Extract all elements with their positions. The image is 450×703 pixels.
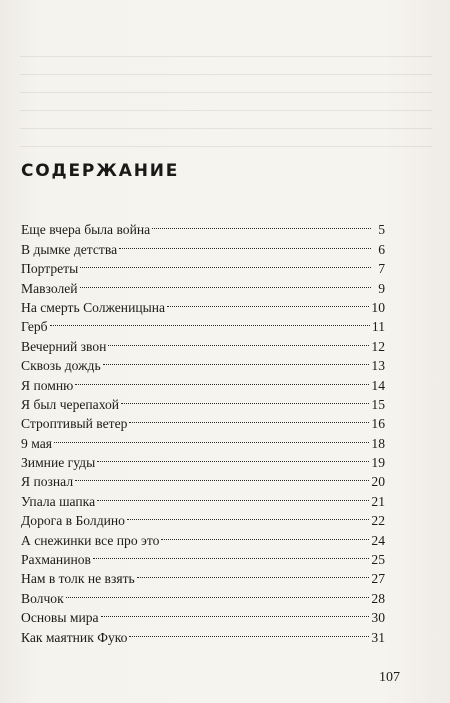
toc-leader-dots xyxy=(54,428,369,447)
toc-entry-page: 18 xyxy=(371,435,385,451)
toc-entry[interactable] xyxy=(21,583,385,606)
toc-leader-dots xyxy=(80,273,371,292)
toc-leader-dots xyxy=(66,583,370,602)
toc-leader-dots xyxy=(97,486,369,505)
toc-entry-title: В дымке детства xyxy=(21,241,118,257)
toc-entry-title: А снежинки все про это xyxy=(21,532,160,548)
page-number: 107 xyxy=(379,670,400,685)
toc-entry[interactable] xyxy=(21,215,385,238)
toc-entry-title: Еще вчера была война xyxy=(21,222,151,238)
toc-entry[interactable] xyxy=(21,331,385,354)
toc-leader-dots xyxy=(129,622,369,641)
toc-leader-dots xyxy=(137,564,370,583)
toc-entry-page: 7 xyxy=(378,261,385,277)
toc-entry-title: Портреты xyxy=(21,261,79,277)
toc-entry[interactable] xyxy=(21,467,385,490)
toc-entry-page: 15 xyxy=(371,396,385,412)
toc-entry-title: Строптивый ветер xyxy=(21,416,128,432)
toc-entry-page: 27 xyxy=(371,571,385,587)
toc-entry[interactable] xyxy=(21,603,385,626)
table-of-contents xyxy=(21,215,385,645)
toc-entry-page: 30 xyxy=(371,610,385,626)
show-through-text xyxy=(20,56,432,176)
toc-entry-title: Нам в толк не взять xyxy=(21,571,135,587)
toc-leader-dots xyxy=(127,506,369,525)
toc-entry[interactable] xyxy=(21,370,385,393)
toc-leader-dots xyxy=(167,293,369,312)
toc-entry-page: 25 xyxy=(371,552,385,568)
toc-entry-page: 31 xyxy=(371,629,385,645)
toc-entry-title: Вечерний звон xyxy=(21,338,107,354)
toc-leader-dots xyxy=(50,312,370,331)
toc-entry-page: 12 xyxy=(371,338,385,354)
toc-leader-dots xyxy=(93,545,369,564)
toc-entry-page: 20 xyxy=(371,474,385,490)
contents-heading: СОДЕРЖАНИЕ xyxy=(21,161,180,181)
toc-entry-title: Мавзолей xyxy=(21,280,78,296)
toc-leader-dots xyxy=(75,370,369,389)
toc-entry-title: Герб xyxy=(21,319,48,335)
toc-entry-page: 5 xyxy=(378,222,385,238)
toc-entry[interactable] xyxy=(21,428,385,451)
toc-leader-dots xyxy=(75,467,369,486)
toc-entry[interactable] xyxy=(21,448,385,471)
toc-entry-page: 19 xyxy=(371,455,385,471)
toc-entry-page: 16 xyxy=(371,416,385,432)
toc-entry[interactable] xyxy=(21,486,385,509)
toc-entry-title: Дорога в Болдино xyxy=(21,513,125,529)
toc-entry-page: 24 xyxy=(371,532,385,548)
toc-entry-title: Зимние гуды xyxy=(21,455,96,471)
toc-entry-page: 21 xyxy=(371,493,385,509)
toc-leader-dots xyxy=(108,331,369,350)
toc-entry-title: Волчок xyxy=(21,590,64,606)
toc-entry[interactable] xyxy=(21,312,385,335)
toc-entry-title: 9 мая xyxy=(21,435,52,451)
toc-entry-title: Рахманинов xyxy=(21,552,91,568)
toc-entry-title: Основы мира xyxy=(21,610,99,626)
toc-leader-dots xyxy=(80,254,371,273)
toc-entry-title: Как маятник Фуко xyxy=(21,629,128,645)
toc-entry-page: 28 xyxy=(371,590,385,606)
toc-leader-dots xyxy=(97,448,369,467)
toc-entry-page: 9 xyxy=(378,280,385,296)
toc-leader-dots xyxy=(121,390,369,409)
toc-entry-title: На смерть Солженицына xyxy=(21,299,166,315)
toc-entry[interactable] xyxy=(21,390,385,412)
toc-entry-title: Упала шапка xyxy=(21,493,96,509)
toc-entry-page: 10 xyxy=(371,299,385,315)
toc-leader-dots xyxy=(152,215,371,234)
toc-entry-title: Я познал xyxy=(21,474,74,490)
toc-leader-dots xyxy=(101,603,370,622)
toc-entry-page: 13 xyxy=(371,358,385,374)
toc-entry-page: 11 xyxy=(371,319,385,335)
toc-entry-page: 6 xyxy=(378,241,385,257)
toc-entry-page: 14 xyxy=(371,377,385,393)
toc-entry-page: 22 xyxy=(371,513,385,529)
toc-leader-dots xyxy=(119,234,371,253)
toc-leader-dots xyxy=(103,351,370,370)
toc-leader-dots xyxy=(161,525,369,544)
toc-entry-title: Сквозь дождь xyxy=(21,358,101,374)
toc-leader-dots xyxy=(129,409,369,428)
toc-entry-title: Я помню xyxy=(21,377,74,393)
toc-entry-title: Я был черепахой xyxy=(21,396,120,412)
